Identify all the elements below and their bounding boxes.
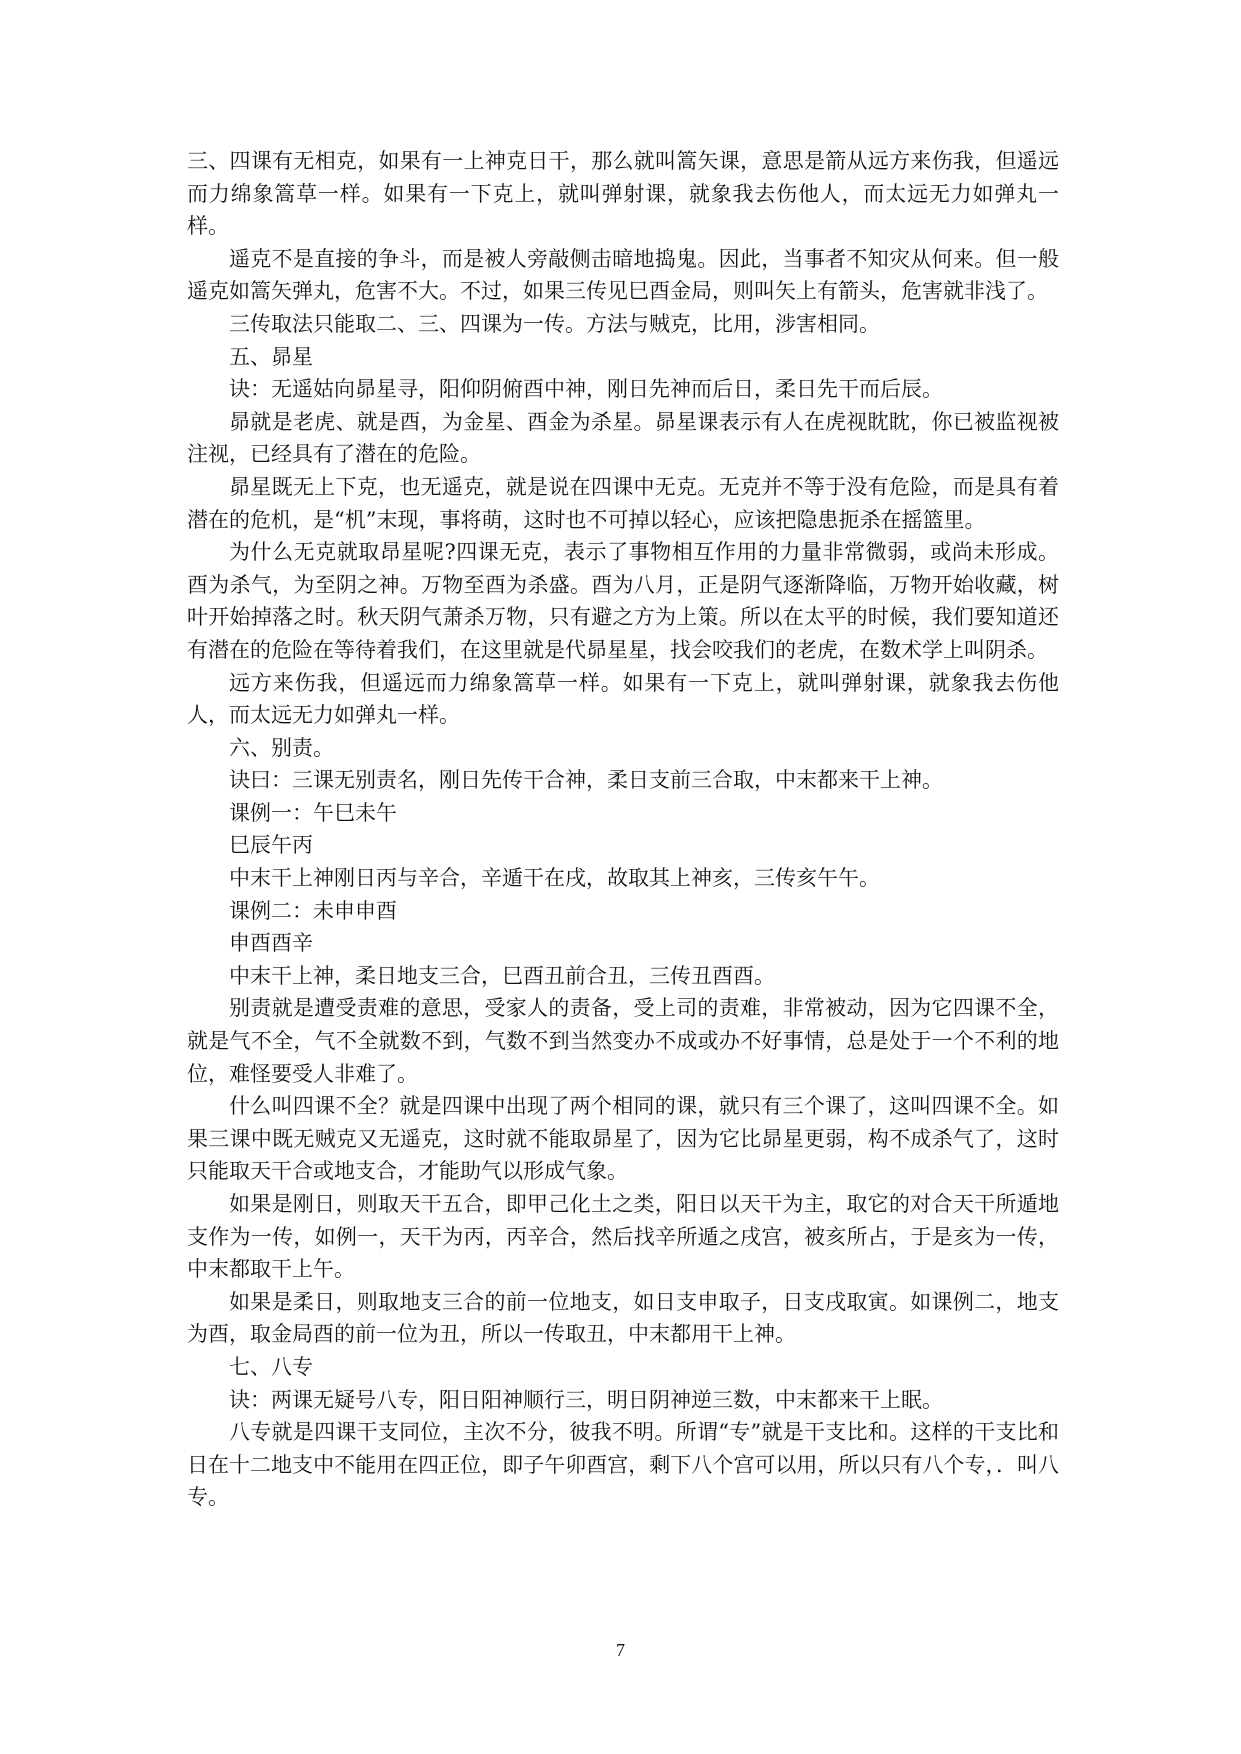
paragraph: 如果是柔日，则取地支三合的前一位地支，如日支申取子，日支戌取寅。如课例二，地支为酉，取金局酉的前一位为丑，所以一传取丑，中末都用干上神。 [187, 1289, 1059, 1347]
example-line: 申酉酉辛 [229, 931, 313, 956]
section-heading: 六、别责。 [229, 735, 334, 760]
paragraph: 三传取法只能取二、三、四课为一传。方法与贼克，比用，涉害相同。 [229, 311, 880, 336]
verse: 诀曰：三课无别责名，刚日先传干合神，柔日支前三合取，中末都来干上神。 [229, 768, 943, 793]
example-line: 课例二：未申申酉 [229, 898, 397, 923]
verse: 诀：无遥姑向昴星寻，阳仰阴俯酉中神，刚日先神而后日，柔日先干而后辰。 [229, 377, 943, 402]
paragraph: 别责就是遭受责难的意思，受家人的责备，受上司的责难，非常被动，因为它四课不全，就是气不全，气不全就数不到，气数不到当然变办不成或办不好事情，总是处于一个不利的地位，难怪要受人非难了。 [187, 996, 1059, 1086]
paragraph: 如果是刚日，则取天干五合，即甲己化土之类，阳日以天干为主，取它的对合天干所遁地支作为一传，如例一，天干为丙，丙辛合，然后找辛所遁之戌宫，被亥所占，于是亥为一传，中末都取干上午。 [187, 1192, 1059, 1282]
example-line: 课例一：午巳未午 [229, 800, 397, 825]
paragraph: 昴星既无上下克，也无遥克，就是说在四课中无克。无克并不等于没有危险，而是具有着潜在的危机，是“机”末现，事将萌，这时也不可掉以轻心，应该把隐患扼杀在摇篮里。 [187, 474, 1059, 532]
paragraph: 中末干上神刚日丙与辛合，辛遁干在戌，故取其上神亥，三传亥午午。 [229, 866, 880, 891]
paragraph: 为什么无克就取昂星呢?四课无克，表示了事物相互作用的力量非常微弱，或尚未形成。酉为杀气，为至阴之神。万物至酉为杀盛。酉为八月，正是阴气逐渐降临，万物开始收藏，树叶开始掉落之时。秋天阴气萧杀万物，只有避之方为上策。所以在太平的时候，我们要知道还有潜在的危险在等待着我们，在这里就是代昴星星，找会咬我们的老虎，在数术学上叫阴杀。 [187, 540, 1059, 662]
paragraph: 三、四课有无相克，如果有一上神克日干，那么就叫篙矢课，意思是箭从远方来伤我，但遥远而力绵象篙草一样。如果有一下克上，就叫弹射课，就象我去伤他人，而太远无力如弹丸一样。 [187, 149, 1059, 239]
section-heading: 五、昴星 [229, 344, 313, 369]
verse: 诀：两课无疑号八专，阳日阳神顺行三，明日阴神逆三数，中末都来干上眠。 [229, 1387, 943, 1412]
page-number: 7 [616, 1640, 625, 1660]
paragraph: 遥克不是直接的争斗，而是被人旁敲侧击暗地捣鬼。因此，当事者不知灾从何来。但一般遥克如篙矢弹丸，危害不大。不过，如果三传见巳酉金局，则叫矢上有箭头，危害就非浅了。 [187, 246, 1059, 304]
example-line: 巳辰午丙 [229, 833, 313, 858]
paragraph: 远方来伤我，但遥远而力绵象篙草一样。如果有一下克上，就叫弹射课，就象我去伤他人，而太远无力如弹丸一样。 [187, 670, 1059, 728]
paragraph: 昴就是老虎、就是酉，为金星、酉金为杀星。昴星课表示有人在虎视眈眈，你已被监视被注视，已经具有了潜在的危险。 [187, 409, 1059, 467]
paragraph: 什么叫四课不全？就是四课中出现了两个相同的课，就只有三个课了，这叫四课不全。如果三课中既无贼克又无遥克，这时就不能取昴星了，因为它比昴星更弱，构不成杀气了，这时只能取天干合或地支合，才能助气以形成气象。 [187, 1094, 1059, 1184]
paragraph: 八专就是四课干支同位，主次不分，彼我不明。所谓“专”就是干支比和。这样的干支比和日在十二地支中不能用在四正位，即子午卯酉宫，剩下八个宫可以用，所以只有八个专，．叫八专。 [187, 1420, 1059, 1510]
section-heading: 七、八专 [229, 1354, 313, 1379]
body-text [187, 145, 1059, 1514]
paragraph: 中末干上神，柔日地支三合，巳酉丑前合丑，三传丑酉酉。 [229, 963, 775, 988]
